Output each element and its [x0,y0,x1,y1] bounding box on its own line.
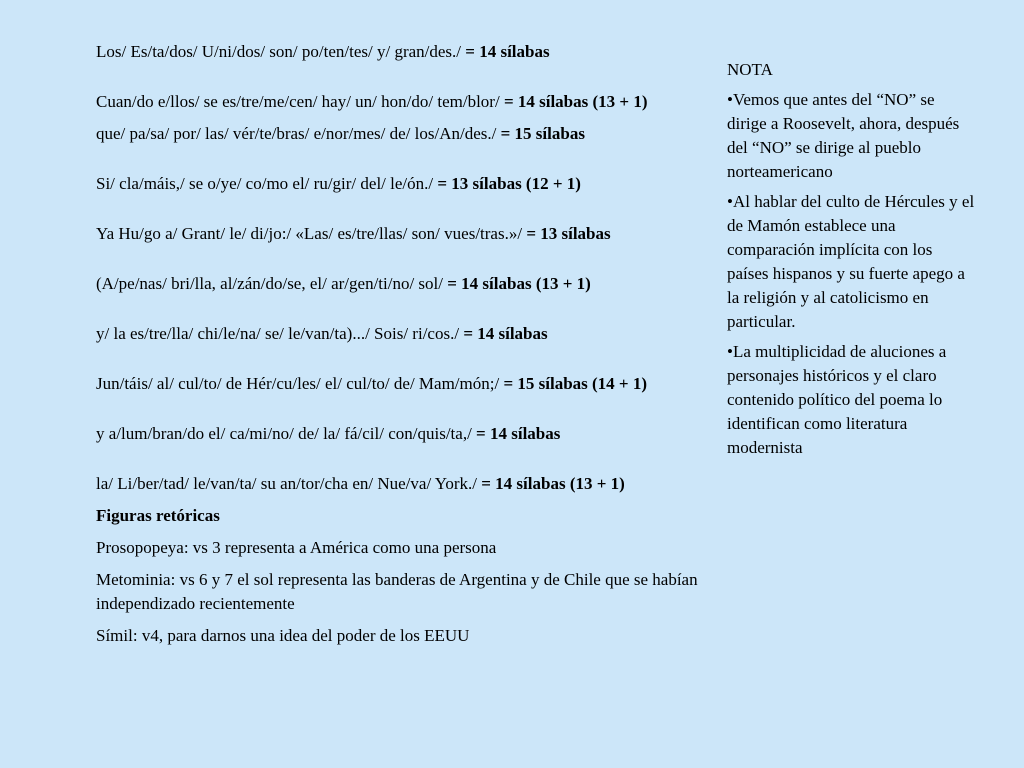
syllable-count: = 13 sílabas (12 + 1) [437,174,581,193]
verse-line-7 [96,322,706,346]
verse-line-10 [96,472,706,496]
verse-text: Cuan/do e/llos/ se es/tre/me/cen/ hay/ un/ hon/do/ tem/blor/ [96,92,504,111]
figure-simil: Símil: v4, para darnos una idea del poder de los EEUU [96,626,470,645]
note-item-3: •La multiplicidad de aluciones a personajes históricos y el claro contenido político del poema lo identifican como literatura modernista [727,342,947,457]
verse-line-9 [96,422,706,446]
note-item-1: •Vemos que antes del “NO” se dirige a Roosevelt, ahora, después del “NO” se dirige al pueblo norteamericano [727,90,960,181]
syllable-count: = 14 sílabas [463,324,548,343]
verse-text: la/ Li/ber/tad/ le/van/ta/ su an/tor/cha en/ Nue/va/ York./ [96,474,482,493]
verse-text: (A/pe/nas/ bri/lla, al/zán/do/se, el/ ar/gen/ti/no/ sol/ [96,274,448,293]
verse-analysis-column [96,40,706,656]
note-column [727,58,975,466]
syllable-count: = 15 sílabas (14 + 1) [503,374,648,393]
verse-line-8 [96,372,706,396]
verse-text: Ya Hu/go a/ Grant/ le/ di/jo:/ «Las/ es/tre/llas/ son/ vues/tras.»/ [96,224,527,243]
figure-metonimia: Metominia: vs 6 y 7 el sol representa las banderas de Argentina y de Chile que se habían independizado recientemente [96,570,698,613]
verse-line-6 [96,272,706,296]
syllable-count: = 14 sílabas (13 + 1) [503,92,648,111]
verse-text: y/ la es/tre/lla/ chi/le/na/ se/ le/van/ta).../ Sois/ ri/cos./ [96,324,464,343]
syllable-count: = 15 sílabas [500,124,585,143]
syllable-count: = 14 sílabas (13 + 1) [481,474,625,493]
verse-text: y a/lum/bran/do el/ ca/mi/no/ de/ la/ fá/cil/ con/quis/ta,/ [96,424,477,443]
verse-text: que/ pa/sa/ por/ las/ vér/te/bras/ e/nor/mes/ de/ los/An/des./ [96,124,501,143]
verse-text: Si/ cla/máis,/ se o/ye/ co/mo el/ ru/gir/ del/ le/ón./ [96,174,438,193]
verse-line-4 [96,172,706,196]
syllable-count: = 14 sílabas (13 + 1) [447,274,591,293]
verse-line-5 [96,222,706,246]
note-heading: NOTA [727,60,773,79]
syllable-count: = 13 sílabas [526,224,611,243]
verse-text: Los/ Es/ta/dos/ U/ni/dos/ son/ po/ten/tes/ y/ gran/des./ [96,42,466,61]
verse-line-3 [96,122,706,146]
verse-line-1 [96,40,706,64]
figures-heading: Figuras retóricas [96,506,220,525]
syllable-count: = 14 sílabas [465,42,550,61]
figure-prosopopeya: Prosopopeya: vs 3 representa a América como una persona [96,538,497,557]
syllable-count: = 14 sílabas [476,424,561,443]
verse-line-2 [96,90,706,114]
note-item-2: •Al hablar del culto de Hércules y el de Mamón establece una comparación implícita con los países hispanos y su fuerte apego a la religión y al catolicismo en particular. [727,192,975,331]
verse-text: Jun/táis/ al/ cul/to/ de Hér/cu/les/ el/ cul/to/ de/ Mam/món;/ [96,374,504,393]
